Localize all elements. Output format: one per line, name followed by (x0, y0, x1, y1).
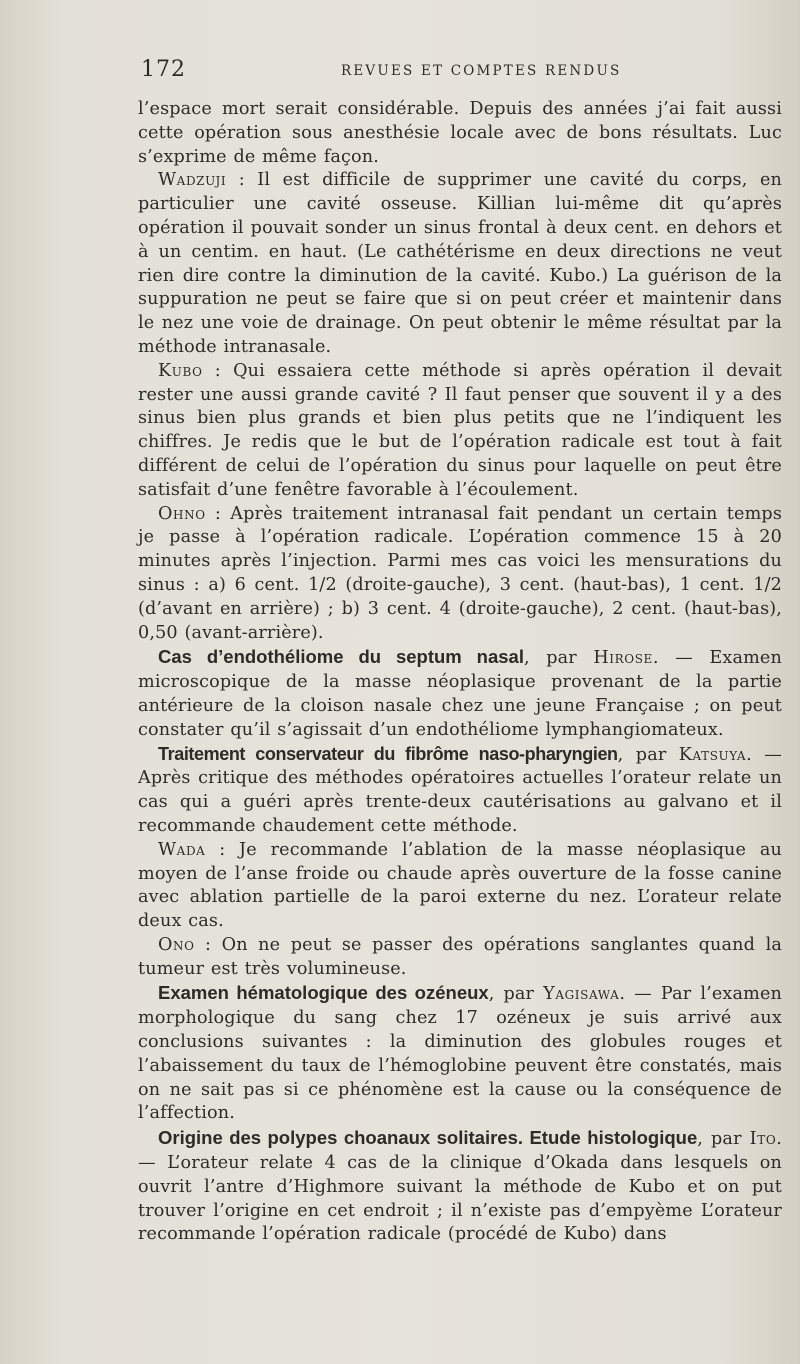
paragraph-text: l’espace mort serait considérable. Depuis des années j’ai fait aussi cette opération sous anesthésie locale avec de bons résultats. Luc s’exprime de même façon. (138, 99, 782, 167)
byline-text: , par (617, 744, 679, 765)
paragraph-text: : Après traitement intranasal fait pendant un certain temps je passe à l’opération radicale. L’opération commence 15 à 20 minutes après l’injection. Parmi mes cas voici les mensurations du sinus : a) 6 cent. 1/2 (droite-gauche), 3 cent. (haut-bas), 1 cent. 1/2 (d’avant en arrière) ; b) 3 cent. 4 (droite-gauche), 2 cent. (haut-bas), 0,50 (avant-arrière). (138, 503, 782, 643)
byline-text: , par (523, 648, 594, 669)
paragraph-text: . — Après critique des méthodes opératoires actuelles l’orateur relate un cas qui a guéri après trente-deux cautérisations au galvano et il recommande chaudement cette méthode. (138, 744, 783, 836)
paragraph-continuation (138, 98, 782, 169)
paragraph-text: . — Examen microscopique de la masse néoplasique provenant de la partie antérieure de la cloison nasale chez une jeune Française ; on peut constater qu’il s’agissait d’un endothéliome lymphangiomateux. (138, 648, 782, 740)
speaker-name: Wada (158, 839, 206, 860)
paragraph-text: : Je recommande l’ablation de la masse néoplasique au moyen de l’anse froide ou chaude après ouverture de la fosse canine avec ablation partielle de la paroi externe du nez. L’orateur relate deux cas. (138, 839, 782, 932)
speaker-name: Ohno (158, 503, 206, 524)
page-body (138, 98, 782, 1247)
paragraph-text: : Qui essaiera cette méthode si après opération il devait rester une aussi grande cavité ? Il faut penser que souvent il y a des sinus bien plus grands et bien plus petits que ne l’indiquent les chiffres. Je redis que le but de l’opération radicale est tout à fait différent de celui de l’opération du sinus pour laquelle on peut être satisfait d’une fenêtre favorable à l’écoulement. (138, 360, 782, 500)
page-header (141, 57, 781, 87)
paragraph-text: . — Par l’examen morphologique du sang chez 17 ozéneux je suis arrivé aux conclusions suivantes : la diminution des globules rouges et l’abaissement du taux de l’hémoglobine peuvent être constatés, mais on ne sait pas si ce phénomène est la cause ou la conséquence de l’affection. (138, 984, 782, 1124)
paragraph-text: . — L’orateur relate 4 cas de la clinique d’Okada dans lesquels on ouvrit l’antre d’Highmore suivant la méthode de Kubo et on put trouver l’origine en cet endroit ; il n’existe pas d’empyème L’orateur recommande l’opération radicale (procédé de Kubo) dans (138, 1129, 783, 1245)
discussion-paragraph-ohno (138, 503, 782, 646)
speaker-name: Wadzuji (158, 170, 227, 191)
article-author: Hirose (593, 648, 653, 669)
article-title: Traitement conservateur du fibrôme naso-pharyngien (158, 743, 618, 764)
page-number: 172 (141, 57, 186, 82)
article-entry-hematologique (138, 981, 782, 1126)
running-title: REVUES ET COMPTES RENDUS (341, 63, 622, 79)
article-title: Cas d’endothéliome du septum nasal (158, 646, 524, 668)
discussion-paragraph-ono (138, 934, 782, 982)
article-title: Examen hématologique des ozéneux (158, 982, 489, 1004)
article-entry-fibrome (138, 743, 782, 839)
discussion-paragraph-kubo (138, 360, 782, 503)
discussion-paragraph-wadzuji (138, 169, 782, 359)
byline-text: , par (697, 1129, 750, 1150)
article-entry-polypes (138, 1126, 782, 1247)
article-author: Katsuya (678, 744, 747, 765)
article-title: Origine des polypes choanaux solitaires. Etude histologique (158, 1127, 698, 1149)
byline-text: , par (488, 984, 544, 1005)
article-author: Ito (749, 1129, 777, 1150)
paragraph-text: : Il est difficile de supprimer une cavité du corps, en particulier une cavité osseuse. Killian lui-même dit qu’après opération il pouvait sonder un sinus frontal à deux cent. en dehors et à un centim. en haut. (Le cathétérisme en deux directions ne veut rien dire contre la diminution de la cavité. Kubo.) La guérison de la suppuration ne peut se faire que si on peut créer et maintenir dans le nez une voie de drainage. On peut obtenir le même résultat par la méthode intranasale. (138, 170, 782, 357)
paragraph-text: : On ne peut se passer des opérations sanglantes quand la tumeur est très volumineuse. (138, 934, 782, 979)
speaker-name: Ono (158, 934, 195, 955)
article-entry-endotheliome (138, 645, 782, 742)
article-author: Yagisawa (543, 984, 620, 1005)
speaker-name: Kubo (158, 360, 203, 381)
discussion-paragraph-wada (138, 839, 782, 934)
